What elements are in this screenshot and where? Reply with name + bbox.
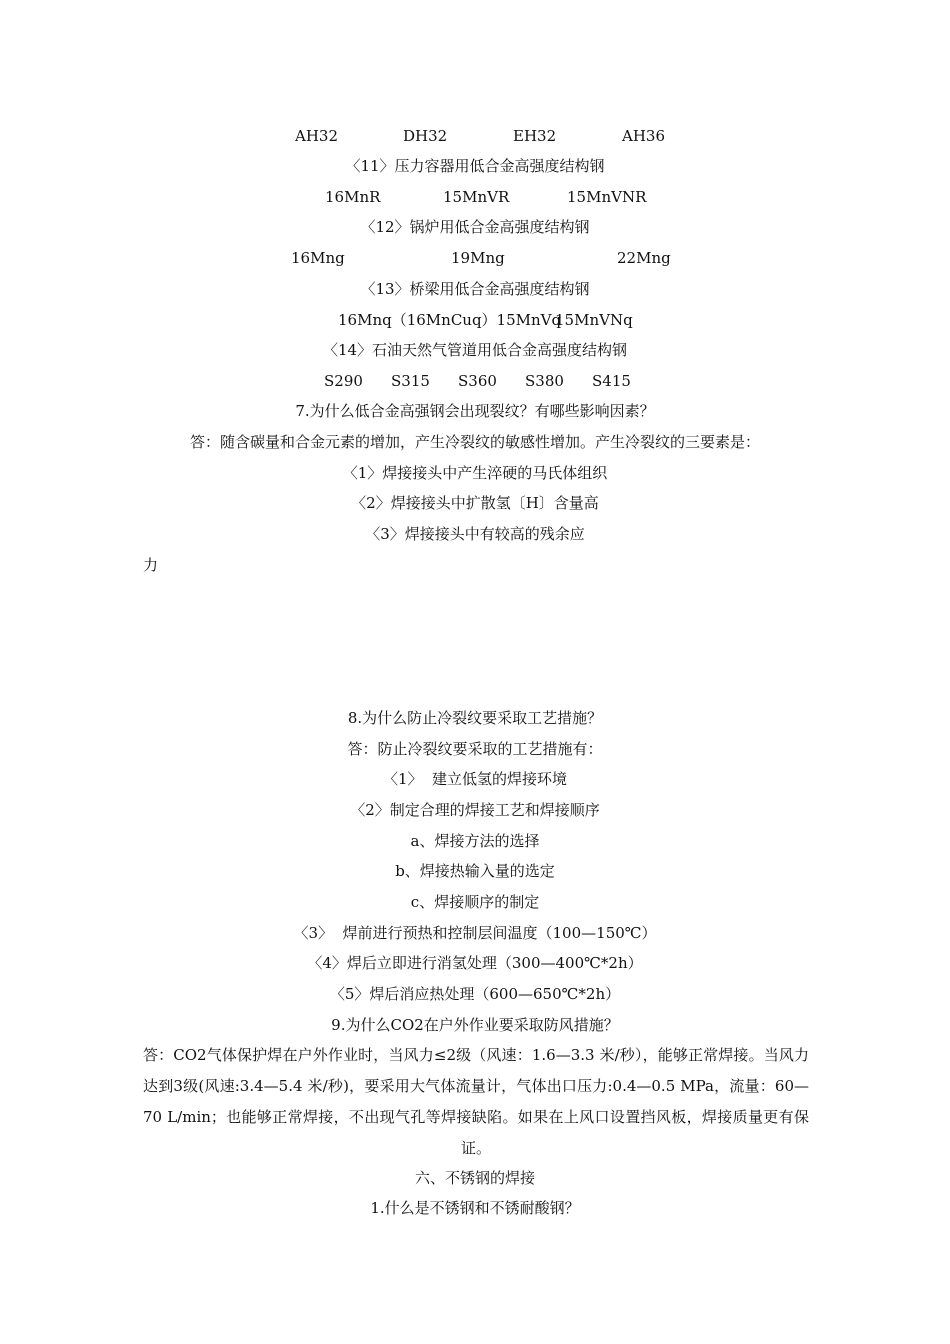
grade-item: EH32 [513, 127, 557, 145]
grade-item: S415 [592, 372, 631, 390]
q8-item: b、焊接热输入量的选定 [395, 862, 555, 880]
item13-title: 〈13〉桥梁用低合金高强度结构钢 [360, 280, 590, 298]
grades-bridge-row [0, 310, 950, 330]
item14-title: 〈14〉石油天然气管道用低合金高强度结构钢 [322, 341, 628, 359]
grades-pressure-row [0, 187, 950, 207]
grade-item: S315 [391, 372, 430, 390]
grade-item: AH32 [295, 127, 339, 145]
grade-item: S360 [458, 372, 497, 390]
grade-item: 16Mng [291, 249, 345, 267]
grade-item: 15MnVNq [555, 311, 633, 329]
grade-item: AH36 [622, 127, 666, 145]
grade-item: 15MnVNR [567, 188, 647, 206]
grade-item: 15MnVR [443, 188, 510, 206]
item11-title: 〈11〉压力容器用低合金高强度结构钢 [345, 157, 605, 175]
grade-item: S380 [525, 372, 564, 390]
q8-item: c、焊接顺序的制定 [410, 893, 540, 911]
q8-item: 〈4〉焊后立即进行消氢处理（300—400℃*2h） [307, 954, 643, 972]
q7-point: 〈1〉焊接接头中产生淬硬的马氏体组织 [342, 464, 608, 482]
grade-item: 22Mng [617, 249, 671, 267]
q8-item: a、焊接方法的选择 [410, 832, 540, 850]
q7-point: 〈2〉焊接接头中扩散氢〔H〕含量高 [351, 494, 599, 512]
q7-answer: 答：随含碳量和合金元素的增加，产生冷裂纹的敏感性增加。产生冷裂纹的三要素是： [189, 433, 760, 451]
grades-ship-row [0, 126, 950, 146]
q7-point: 〈3〉焊接接头中有较高的残余应 [365, 525, 585, 543]
grades-pipeline-row [0, 371, 950, 391]
grade-item: DH32 [403, 127, 448, 145]
q8-item: 〈1〉 建立低氢的焊接环境 [382, 770, 568, 788]
q8-item: 〈5〉焊后消应热处理（600—650℃*2h） [329, 985, 621, 1003]
q7-tail: 力 [143, 556, 159, 574]
q8-answer: 答：防止冷裂纹要采取的工艺措施有： [347, 740, 603, 758]
q9-answer: 答：CO2气体保护焊在户外作业时，当风力≤2级（风速：1.6—3.3 米/秒），能够正常焊接。当风力达到3级(风速:3.4—5.4 米/秒)，要采用大气体流量计，气体出口压力:0.4—0.5 MPa，流量：60—70 L/min；也能够正常焊接，不出现气孔等焊接缺陷。如果在上风口设置挡风板，焊接质量更有保证。 [143, 1046, 809, 1157]
section6-title: 六、不锈钢的焊接 [414, 1169, 535, 1187]
item12-title: 〈12〉锅炉用低合金高强度结构钢 [360, 218, 590, 236]
q7-question: 7.为什么低合金高强钢会出现裂纹？有哪些影响因素？ [295, 402, 655, 420]
q8-item: 〈3〉 焊前进行预热和控制层间温度（100—150℃） [293, 924, 657, 942]
grade-item: 16Mnq（16MnCuq）15MnVq [338, 311, 562, 329]
grade-item: 19Mng [451, 249, 505, 267]
q8-question: 8.为什么防止冷裂纹要采取工艺措施？ [347, 709, 603, 727]
q10-question: 1.什么是不锈钢和不锈耐酸钢？ [370, 1199, 580, 1217]
q9-question: 9.为什么CO2在户外作业要采取防风措施？ [331, 1016, 619, 1034]
grade-item: 16MnR [325, 188, 381, 206]
q8-item: 〈2〉制定合理的焊接工艺和焊接顺序 [350, 801, 600, 819]
grades-boiler-row [0, 248, 950, 268]
grade-item: S290 [324, 372, 363, 390]
